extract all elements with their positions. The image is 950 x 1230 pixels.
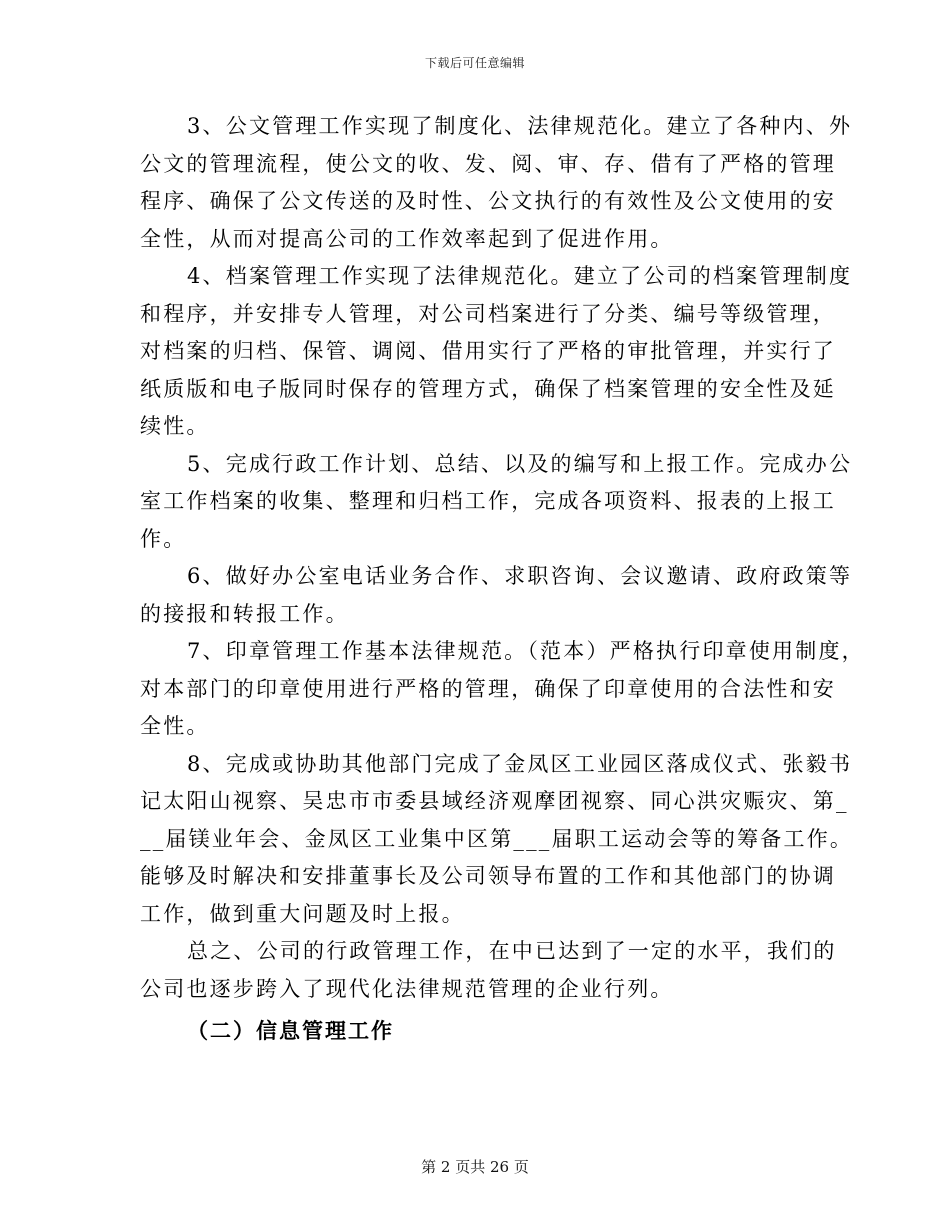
paragraph-4 xyxy=(140,258,853,446)
paragraph-line: 8、完成或协助其他部门完成了金凤区工业园区落成仪式、张毅书 xyxy=(187,751,853,776)
paragraph-7 xyxy=(140,633,865,746)
paragraph-line: 5、完成行政工作计划、总结、以及的编写和上报工作。完成办公 xyxy=(187,451,853,476)
paragraph-3 xyxy=(140,108,853,258)
paragraph-line: 作。 xyxy=(140,526,187,551)
paragraph-line: 6、做好办公室电话业务合作、求职咨询、会议邀请、政府政策等 xyxy=(187,564,853,588)
paragraph-line: 全性，从而对提高公司的工作效率起到了促进作用。 xyxy=(140,226,674,251)
paragraph-line: 公文的管理流程，使公文的收、发、阅、审、存、借有了严格的管理 xyxy=(140,151,836,176)
paragraph-6 xyxy=(140,558,853,633)
document-body xyxy=(140,108,865,1051)
paragraph-line: 程序、确保了公文传送的及时性、公文执行的有效性及公文使用的安 xyxy=(140,189,836,213)
section-heading: （二）信息管理工作 xyxy=(187,1019,394,1043)
paragraph-8 xyxy=(140,746,854,934)
paragraph-line: 7、印章管理工作基本法律规范。（范本）严格执行印章使用制度， xyxy=(187,639,865,663)
paragraph-line: 的接报和转报工作。 xyxy=(140,601,349,626)
paragraph-line: 和程序，并安排专人管理，对公司档案进行了分类、编号等级管理， xyxy=(140,301,836,326)
paragraph-5 xyxy=(140,446,853,559)
paragraph-line: 对档案的归档、保管、调阅、借用实行了严格的审批管理，并实行了 xyxy=(140,339,836,363)
paragraph-line: 纸质版和电子版同时保存的管理方式，确保了档案管理的安全性及延 xyxy=(140,376,836,401)
paragraph-line: 能够及时解决和安排董事长及公司领导布置的工作和其他部门的协调 xyxy=(140,864,836,888)
paragraph-line: 续性。 xyxy=(140,414,210,438)
paragraph-line: 对本部门的印章使用进行严格的管理，确保了印章使用的合法性和安 xyxy=(140,676,836,701)
paragraph-line: 公司也逐步跨入了现代化法律规范管理的企业行列。 xyxy=(140,976,674,1001)
paragraph-line: 工作，做到重大问题及时上报。 xyxy=(140,901,465,926)
page-header-note: 下载后可任意编辑 xyxy=(424,56,525,70)
paragraph-line: 4、档案管理工作实现了法律规范化。建立了公司的档案管理制度 xyxy=(187,264,853,288)
paragraph-line: 全性。 xyxy=(140,714,210,738)
paragraph-line: 记太阳山视察、吴忠市市委县域经济观摩团视察、同心洪灾赈灾、第_ xyxy=(140,789,849,813)
page-number: 第 2 页共 26 页 xyxy=(421,1158,529,1176)
paragraph-line: 室工作档案的收集、整理和归档工作，完成各项资料、报表的上报工 xyxy=(140,489,836,513)
paragraph-summary xyxy=(140,933,837,1008)
paragraph-line: 总之、公司的行政管理工作，在中已达到了一定的水平，我们的 xyxy=(187,939,837,963)
paragraph-line: 3、公文管理工作实现了制度化、法律规范化。建立了各种内、外 xyxy=(187,114,853,138)
paragraph-line: __届镁业年会、金凤区工业集中区第___届职工运动会等的筹备工作。 xyxy=(140,826,854,851)
